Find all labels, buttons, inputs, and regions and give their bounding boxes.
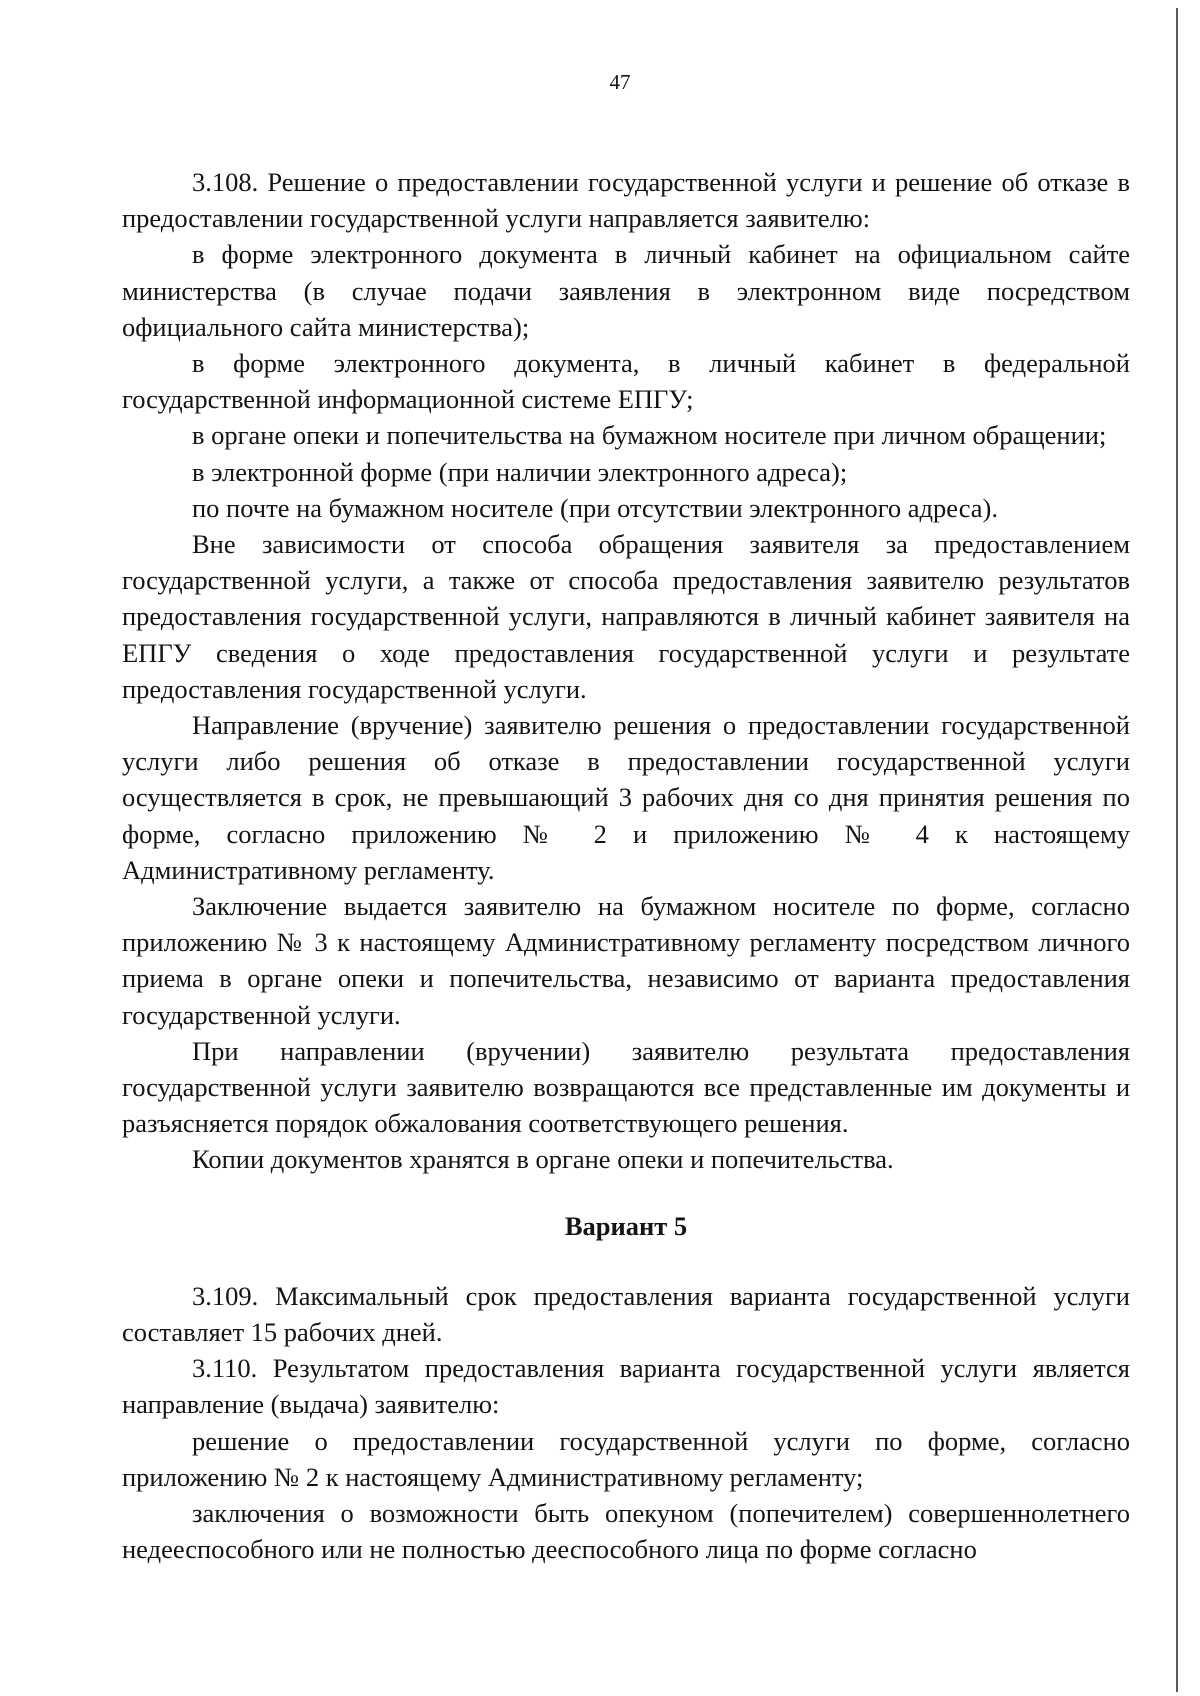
paragraph-documents-return: При направлении (вручении) заявителю результата предоставления государственной услуги заявителю возвращаются все представленные им документы и разъясняется порядок обжалования соответствующего решения.	[122, 1035, 1130, 1139]
paragraph-epgu-cabinet: в форме электронного документа, в личный кабинет в федеральной государственной информационной системе ЕПГУ;	[122, 348, 1130, 415]
paragraph-3-109: 3.109. Максимальный срок предоставления варианта государственной услуги составляет 15 рабочих дней.	[122, 1280, 1130, 1347]
paragraph-official-site: в форме электронного документа в личный кабинет на официальном сайте министерства (в случае подачи заявления в электронном виде посредством официального сайта министерства);	[122, 239, 1130, 342]
paragraph-epgu-status: Вне зависимости от способа обращения заявителя за предоставлением государственной услуги, а также от способа предоставления заявителю результатов предоставления государственной услуги, направляются в личный кабинет заявителя на ЕПГУ сведения о ходе предоставления государственной услуги и результате предоставления государственной услуги.	[122, 529, 1130, 704]
paragraph-by-mail: по почте на бумажном носителе (при отсутствии электронного адреса).	[192, 492, 999, 523]
page-number: 47	[609, 70, 631, 94]
paragraph-decision-form: решение о предоставлении государственной услуги по форме, согласно приложению № 2 к настоящему Административному регламенту;	[122, 1425, 1130, 1492]
paragraph-paper-in-person: в органе опеки и попечительства на бумажном носителе при личном обращении;	[192, 420, 1107, 451]
paragraph-copies-stored: Копии документов хранятся в органе опеки и попечительства.	[192, 1144, 894, 1175]
paragraph-electronic-form: в электронной форме (при наличии электронного адреса);	[192, 456, 848, 487]
paragraph-conclusion-issue: Заключение выдается заявителю на бумажном носителе по форме, согласно приложению № 3 к настоящему Административному регламенту посредством личного приема в органе опеки и попечительства, независимо от варианта предоставления государственной услуги.	[122, 891, 1130, 1030]
scan-edge-line	[1176, 8, 1178, 1692]
document-body	[122, 164, 1130, 1567]
paragraph-guardian-conclusion: заключения о возможности быть опекуном (попечителем) совершеннолетнего недееспособного или не полностью дееспособного лица по форме согласно	[122, 1497, 1130, 1565]
section-heading: Вариант 5	[564, 1210, 688, 1241]
paragraph-delivery-term: Направление (вручение) заявителю решения о предоставлении государственной услуги либо решения об отказе в предоставлении государственной услуги осуществляется в срок, не превышающий 3 рабочих дня со дня принятия решения по форме, согласно приложению № 2 и приложению № 4 к настоящему Административному регламенту.	[122, 710, 1130, 885]
paragraph-3-108: 3.108. Решение о предоставлении государственной услуги и решение об отказе в предоставлении государственной услуги направляется заявителю:	[122, 167, 1130, 234]
paragraph-3-110: 3.110. Результатом предоставления варианта государственной услуги является направление (выдача) заявителю:	[122, 1353, 1130, 1420]
